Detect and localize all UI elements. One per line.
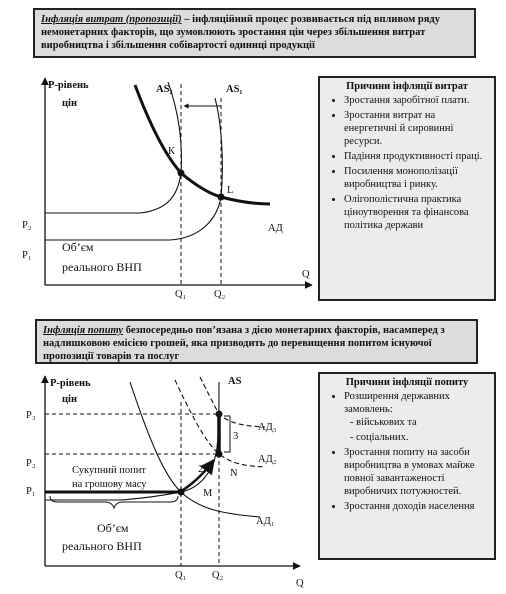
q1-label: Q₁ <box>175 289 187 300</box>
p2-label: P₂ <box>26 458 36 469</box>
list-item: - соціальних. <box>360 431 486 444</box>
list-item: • Зростання витрат на енергетичні й сировинні ресурси. <box>344 109 490 148</box>
y-axis-title-1: Р-рівень <box>50 378 91 389</box>
point-m <box>178 489 185 496</box>
as2-label: AS₂ <box>156 84 173 95</box>
point-k <box>178 170 185 177</box>
cost-causes-list <box>320 94 494 232</box>
cost-inflation-term: Інфляція витрат (пропозиції) <box>41 14 182 25</box>
point-m-label: M <box>203 488 213 499</box>
ad2-label: АД₂ <box>258 454 277 465</box>
p1-label: P₁ <box>22 250 32 261</box>
state-orders-sublist <box>344 416 490 444</box>
bracket-3 <box>224 416 230 452</box>
point-n <box>216 451 223 458</box>
ad-label: АД <box>268 223 283 234</box>
demand-inflation-term: Інфляція попиту <box>43 325 124 336</box>
point-l-label: L <box>227 185 234 196</box>
y-axis-title-2: цін <box>62 98 78 109</box>
volume-note-2: реального ВНП <box>62 260 142 274</box>
demand-causes-title: Причини інфляції попиту <box>345 377 469 388</box>
q1-label: Q₁ <box>175 570 187 581</box>
list-item: • Падіння продуктивності праці. <box>344 150 490 163</box>
y-axis-title-2: цін <box>62 394 78 405</box>
point-n-label: N <box>230 468 238 479</box>
as1-curve <box>45 98 222 240</box>
ad3-label: АД₃ <box>258 422 277 433</box>
point-k-label: К <box>168 146 176 157</box>
list-item: • Зростання попиту на засоби виробництва в умовах майже повної завантаженості виробничих потужностей. <box>344 446 490 498</box>
demand-inflation-diagram <box>0 372 320 592</box>
y-axis-title-1: Р-рівень <box>48 80 89 91</box>
money-demand-label-1: Сукупний попит <box>72 465 146 476</box>
as-label: AS <box>228 376 242 387</box>
list-item: • Посилення монополізації виробництва і ринку. <box>344 165 490 191</box>
volume-note-1: Об’єм <box>62 240 94 254</box>
cost-inflation-text: – інфляційний процес розвивається під впливом ряду немонетарних факторів, що зумовлюють зростання цін через збільшення витрат виробництва і збільшення собівартості одиниці продукції <box>41 14 440 51</box>
q2-label: Q₂ <box>214 289 226 300</box>
x-axis-title: Q <box>302 269 310 280</box>
volume-note-2: реального ВНП <box>62 539 142 553</box>
cost-inflation-definition <box>33 8 476 58</box>
list-item: - військових та <box>360 416 486 429</box>
list-item: • Зростання заробітної плати. <box>344 94 490 107</box>
demand-causes-list <box>320 390 494 513</box>
p3-label: P₃ <box>26 410 36 421</box>
point-p3 <box>216 411 223 418</box>
as1-label: AS₁ <box>226 84 243 95</box>
ad1-label: АД₁ <box>256 516 275 527</box>
cost-causes-title: Причини інфляції витрат <box>346 81 468 92</box>
demand-inflation-causes <box>318 372 496 560</box>
p2-label: P₂ <box>22 220 32 231</box>
cost-inflation-diagram <box>0 70 320 300</box>
step-2-label: 2 <box>198 464 204 475</box>
point-l <box>218 194 225 201</box>
step-3-label: 3 <box>233 431 239 442</box>
volume-note-1: Об’єм <box>97 521 129 535</box>
ad-curve <box>135 85 270 204</box>
demand-inflation-text: безпосередньо пов’язана з дією монетарних факторів, насамперед з надлишковою емісією грошей, яка призводить до перевищення попитом існуючої пропозиції товарів та послуг <box>43 325 445 362</box>
q2-label: Q₂ <box>212 570 224 581</box>
money-demand-brace <box>50 496 178 508</box>
p1-label: P₁ <box>26 486 36 497</box>
money-demand-label-2: на грошову масу <box>72 479 147 490</box>
cause-state-orders: Розширення державних замовлень: <box>344 391 450 415</box>
demand-inflation-definition <box>35 319 478 364</box>
x-axis-title: Q <box>296 578 304 589</box>
cost-inflation-causes <box>318 76 496 301</box>
list-item: • Олігополістична практика ціноутворення та фінансова політика держави <box>344 193 490 232</box>
list-item: • Зростання доходів населення <box>344 500 490 513</box>
list-item <box>344 390 490 444</box>
